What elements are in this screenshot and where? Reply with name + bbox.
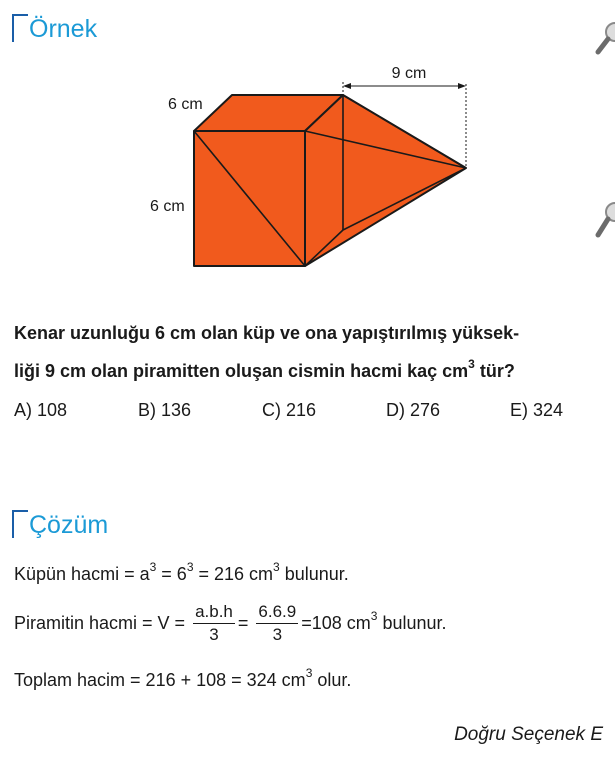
option-c[interactable] (262, 400, 316, 421)
option-value: 216 (286, 400, 317, 420)
pyramid-result (301, 609, 447, 633)
cube-pyramid-figure (0, 60, 500, 275)
fraction-denominator: 3 (209, 625, 219, 644)
cube-text: Küpün hacmi = a (14, 564, 150, 584)
label-side-edge: 6 cm (150, 198, 185, 215)
fraction-numerator: a.b.h (193, 602, 235, 624)
solid-shape (194, 95, 466, 266)
magnifier-icon (595, 202, 615, 240)
option-b[interactable] (138, 400, 191, 421)
option-letter: A) (14, 400, 32, 420)
question-line-1: Kenar uzunluğu 6 cm olan küp ve ona yapıştırılmış yüksek- (14, 323, 520, 343)
option-letter: E) (510, 400, 528, 420)
example-heading-label: Örnek (29, 15, 98, 43)
equals-sign: = (237, 613, 249, 633)
question-exponent: 3 (468, 357, 475, 371)
dimension-arrow-right (458, 83, 466, 89)
fraction-values (256, 602, 298, 645)
question-line-2-text: liği 9 cm olan piramitten oluşan cismin hacmi kaç cm (14, 361, 469, 381)
heading-bracket-icon (12, 14, 28, 42)
cube-text-tail: bulunur. (279, 564, 349, 584)
question-text (14, 314, 606, 390)
option-d[interactable] (386, 400, 440, 421)
cube-text-mid: = 6 (156, 564, 187, 584)
magnifier-icon (595, 22, 615, 56)
cube-exp-1: 3 (149, 560, 157, 574)
solution-heading-label: Çözüm (29, 511, 109, 539)
solution-cube-volume (14, 560, 349, 585)
label-height: 9 cm (391, 65, 427, 82)
option-a[interactable] (14, 400, 67, 421)
pyramid-result-text: =108 cm (301, 613, 371, 633)
question-line-2 (14, 352, 606, 390)
option-value: 108 (37, 400, 68, 420)
solution-pyramid-volume (14, 602, 447, 645)
dimension-arrow-left (343, 83, 351, 89)
total-exp: 3 (305, 666, 313, 680)
option-letter: D) (386, 400, 405, 420)
option-letter: B) (138, 400, 156, 420)
label-top-edge: 6 cm (168, 96, 203, 113)
cube-exp-3: 3 (273, 560, 280, 574)
fraction-formula (193, 602, 235, 645)
solution-total-volume (14, 666, 352, 691)
pyramid-text-tail: bulunur. (377, 613, 447, 633)
cube-text-post: = 216 cm (193, 564, 274, 584)
fraction-numerator: 6.6.9 (256, 602, 298, 624)
question-line-2-end: tür? (474, 361, 515, 381)
option-e[interactable] (510, 400, 563, 421)
option-value: 324 (533, 400, 564, 420)
pyramid-exp: 3 (370, 609, 378, 623)
option-letter: C) (262, 400, 281, 420)
option-value: 276 (410, 400, 441, 420)
fraction-denominator: 3 (272, 625, 283, 644)
total-text-tail: olur. (312, 670, 352, 690)
correct-answer: Doğru Seçenek E (454, 724, 603, 745)
option-value: 136 (161, 400, 192, 420)
cube-exp-2: 3 (186, 560, 194, 574)
pyramid-text: Piramitin hacmi = V = (14, 613, 186, 633)
total-text: Toplam hacim = 216 + 108 = 324 cm (14, 670, 306, 690)
heading-bracket-icon (12, 510, 28, 538)
